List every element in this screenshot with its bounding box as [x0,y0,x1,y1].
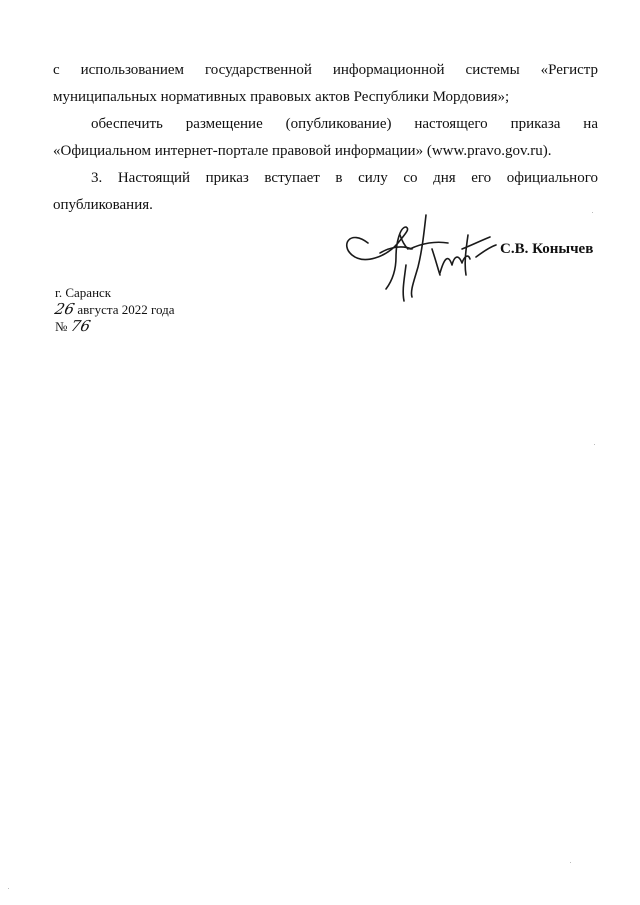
paragraph-1-line-2: муниципальных нормативных правовых актов Республики Мордовия»; [53,89,510,105]
paragraph-1 [53,57,598,111]
paragraph-3-line-1: 3. Настоящий приказ вступает в силу со дня его официального [91,170,598,186]
scan-speck [594,444,595,445]
date-month-year: августа 2022 года [77,302,175,317]
date-line [55,301,174,318]
signature-block [340,205,610,315]
paragraph-3-line-2: опубликования. [53,197,153,213]
city-label: г. Саранск [55,285,112,300]
paragraph-1-line-1: с использованием государственной информационной системы «Регистр [53,62,598,78]
scan-speck [570,862,571,863]
handwritten-signature [340,205,500,315]
document-number-line [55,318,174,335]
document-number-handwritten: 76 [68,317,92,335]
scan-speck [8,888,9,889]
paragraph-2-line-2: «Официальном интернет-портале правовой информации» (www.pravo.gov.ru). [53,143,552,159]
document-footer [55,284,174,335]
signer-name: С.В. Конычев [500,241,594,257]
number-label: № [55,319,68,334]
date-day-handwritten: 26 [53,300,77,318]
paragraph-2 [53,111,598,165]
scan-speck [592,212,593,213]
paragraph-2-line-1: обеспечить размещение (опубликование) настоящего приказа на [91,116,598,132]
